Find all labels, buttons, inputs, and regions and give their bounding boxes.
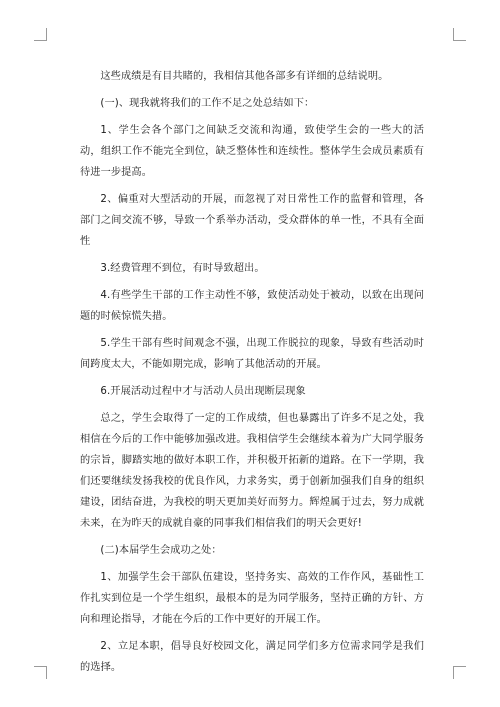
- crop-mark-top-left: [34, 28, 47, 41]
- paragraph-12: 2、立足本职，倡导良好校园文化，满足同学们多方位需求同学是我们的选择。: [80, 641, 424, 673]
- crop-mark-bottom-right: [453, 666, 466, 679]
- crop-mark-bottom-left: [34, 666, 47, 679]
- paragraph-2: (一)、现我就将我们的工作不足之处总结如下：: [100, 98, 315, 109]
- paragraph-7: 5.学生干部有些时间观念不强，出现工作脱拉的现象，导致有些活动时间跨度太大，不能如期完成，影响了其他活动的开展。: [80, 338, 424, 370]
- paragraph-9: 总之，学生会取得了一定的工作成绩，但也暴露出了许多不足之处，我相信在今后的工作中能够加强改进。我相信学生会继续本着为广大同学服务的宗旨，脚踏实地的做好本职工作，并积极开拓新的道路。在下一学期，我们还要继续发扬我校的优良作风，力求务实，勇于创新加强我们自身的组织建设，团结奋进，为我校的明天更加美好而努力。辉煌属于过去，努力成就未来，在为昨天的成就自豪的同事我们相信我们的明天会更好!: [80, 413, 424, 529]
- paragraph-4: 2、偏重对大型活动的开展，而忽视了对日常性工作的监督和管理，各部门之间交流不够，导致一个系举办活动，受众群体的单一性，不具有全面性: [80, 194, 424, 247]
- paragraph-6: 4.有些学生干部的工作主动性不够，致使活动处于被动，以致在出现问题的时候惊慌失措。: [80, 290, 424, 322]
- paragraph-10: (二)本届学生会成功之处：: [100, 545, 222, 556]
- paragraph-8: 6.开展活动过程中才与活动人员出现断层现象: [100, 386, 306, 397]
- crop-mark-top-right: [453, 28, 466, 41]
- paragraph-1: 这些成绩是有目共睹的，我相信其他各部多有详细的总结说明。: [100, 71, 389, 82]
- paragraph-3: 1、学生会各个部门之间缺乏交流和沟通，致使学生会的一些大的活动，组织工作不能完全到位，缺乏整体性和连续性。整体学生会成员素质有待进一步提高。: [80, 125, 424, 178]
- paragraph-11: 1、加强学生会干部队伍建设，坚持务实、高效的工作作风，基础性工作扎实到位是一个学生组织，最根本的是为同学服务，坚持正确的方针、方向和理论指导，才能在今后的工作中更好的开展工作。: [80, 572, 424, 625]
- paragraph-5: 3.经费管理不到位，有时导致超出。: [100, 263, 265, 274]
- document-body: [80, 66, 424, 684]
